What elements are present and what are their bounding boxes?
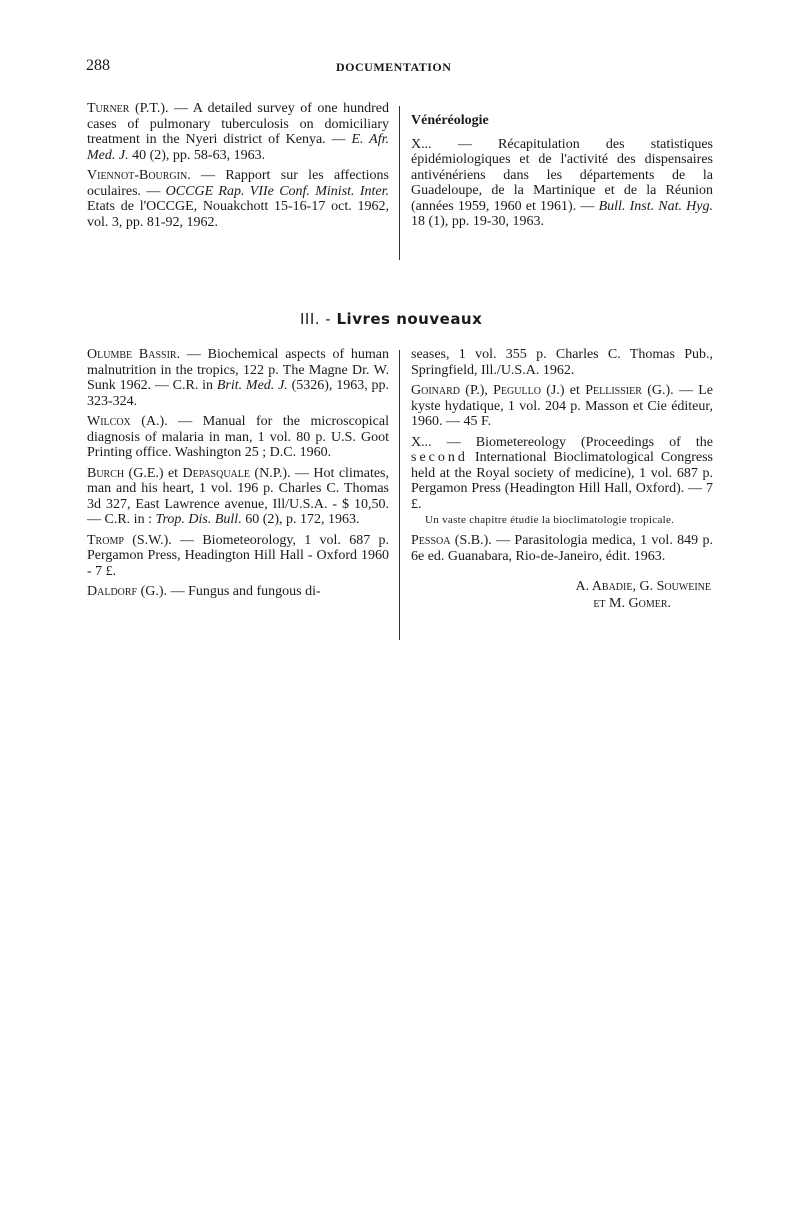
signature-line-1: A. Abadie, G. Souweine xyxy=(575,579,711,594)
signature-line-2: et M. Gomer. xyxy=(593,596,671,611)
section-title-text: Livres nouveaux xyxy=(336,310,483,328)
bottom-right-column xyxy=(411,347,713,612)
reference-text: — Hot climates, man and his heart, 1 vol. 196 p. Charles C. Thomas 3d 327, East Lawrence avenue, Ill/U.S.A. - $ 10,50. — C.R. in : xyxy=(87,465,389,527)
reference-text-b: International Bioclimatological Congress held at the Royal society of medicine), 1 vol. 687 p. Pergamon Press (Headington Hill Hall, Oxford). — 7 £. xyxy=(411,450,713,512)
reference-text: — Manual for the microscopical diagnosis of malaria in man, 1 vol. 80 p. U.S. Goot Printing office. Washington 25 ; D.C. 1960. xyxy=(87,414,390,460)
author-initials: (P.), xyxy=(460,383,494,398)
reference-entry-wilcox xyxy=(87,414,389,461)
journal-title: E. Afr. Med. J. xyxy=(87,132,389,163)
subheading-venereologie: Vénéréologie xyxy=(411,113,489,128)
bottom-left-column xyxy=(87,347,389,605)
author-initials: (P.T.). xyxy=(129,101,169,116)
reference-tail: Etats de l'OCCGE, Nouakchott 15-16-17 oct. 1962, vol. 3, pp. 81-92, 1962. xyxy=(87,199,389,230)
author-initials: (S.B.). xyxy=(450,533,492,548)
author-name: Burch xyxy=(87,465,125,481)
reference-entry-turner xyxy=(87,101,389,163)
author-initials-2: (J.) et xyxy=(540,383,586,398)
author-name-3: Pellissier xyxy=(585,383,642,398)
reference-tail: (5326), 1963, pp. 323-324. xyxy=(87,378,390,409)
section-number: III. - xyxy=(300,310,337,328)
reference-entry-tromp xyxy=(87,533,389,580)
column-divider-top xyxy=(399,106,400,260)
author-initials-2: (N.P.). xyxy=(250,465,291,481)
reference-tail: 18 (1), pp. 19-30, 1963. xyxy=(411,214,544,229)
reference-tail: 40 (2), pp. 58-63, 1963. xyxy=(128,147,266,163)
reference-entry-pessoa xyxy=(411,533,713,564)
journal-title: Bull. Inst. Nat. Hyg. xyxy=(598,198,713,214)
reference-entry-burch xyxy=(87,466,389,528)
author-name: X... xyxy=(411,434,432,450)
author-name: X... xyxy=(411,136,432,152)
author-name: Pessoa xyxy=(411,533,451,548)
reference-entry-daldorf xyxy=(87,584,389,600)
author-name-2: Depasquale xyxy=(182,465,250,481)
author-name: Viennot-Bourgin. xyxy=(87,168,191,183)
top-right-column xyxy=(411,113,713,235)
author-name: Wilcox xyxy=(87,414,131,429)
journal-title: Trop. Dis. Bull. xyxy=(155,512,242,527)
reference-text: — Biometeorology, 1 vol. 687 p. Pergamon Press, Headington Hill Hall - Oxford 1960 - 7 £. xyxy=(87,532,389,579)
author-name: Olumbe Bassir. xyxy=(87,347,181,362)
author-name: Turner xyxy=(87,101,130,116)
spaced-word: second xyxy=(411,450,468,465)
author-name: Daldorf xyxy=(87,584,138,599)
reference-text: — Parasitologia medica, 1 vol. 849 p. 6e ed. Guanabara, Rio-de-Janeiro, édit. 1963. xyxy=(411,533,713,564)
reference-text: — Biochemical aspects of human malnutrition in the tropics, 122 p. The Magne Dr. W. Sunk 1962. — C.R. in xyxy=(87,347,389,393)
journal-title: Brit. Med. J. xyxy=(216,378,288,393)
top-left-column xyxy=(87,101,389,235)
reference-entry-x-venereologie xyxy=(411,137,713,230)
author-initials-3: (G.). xyxy=(641,383,674,398)
section-title xyxy=(300,310,482,328)
reference-entry-goinard xyxy=(411,383,713,430)
reference-text: — A detailed survey of one hundred cases of pulmonary tuberculosis on domiciliary treatment in the Nyeri district of Kenya. — xyxy=(87,101,389,147)
reference-note: Un vaste chapitre étudie la bioclimatologie tropicale. xyxy=(425,514,675,526)
reference-text: — Fungus and fungous di- xyxy=(167,584,321,599)
page-number: 288 xyxy=(86,57,110,74)
reference-entry-bassir xyxy=(87,347,389,409)
reference-text: — Le kyste hydatique, 1 vol. 204 p. Masson et Cie éditeur, 1960. — 45 F. xyxy=(411,383,713,429)
author-name: Goinard xyxy=(411,383,460,398)
author-initials: (A.). xyxy=(130,414,168,429)
author-initials: (G.). xyxy=(137,584,168,599)
column-divider-bottom xyxy=(399,350,400,640)
reference-text: — Récapitulation des statistiques épidémiologiques et de l'activité des dispensaires antivénériens dans les départements de la Guadeloupe, de la Martinique et de la Réunion (années 1959, 1960 et 1961). — xyxy=(411,136,713,214)
journal-title: OCCGE Rap. VIIe Conf. Minist. Inter. xyxy=(165,183,390,199)
reference-entry-biometereology xyxy=(411,435,713,513)
running-head: DOCUMENTATION xyxy=(336,60,452,74)
reference-entry-viennot xyxy=(87,168,389,230)
reference-text: — Rapport sur les affections oculaires. — xyxy=(87,168,389,199)
reference-continuation: seases, 1 vol. 355 p. Charles C. Thomas Pub., Springfield, Ill./U.S.A. 1962. xyxy=(411,347,713,378)
reference-text-a: — Biometereology (Proceedings of the xyxy=(431,434,713,450)
author-name-2: Pegullo xyxy=(493,383,541,398)
author-initials: (S.W.). xyxy=(123,532,172,548)
author-initials: (G.E.) et xyxy=(124,465,183,481)
author-name: Tromp xyxy=(87,532,124,548)
reference-tail: 60 (2), p. 172, 1963. xyxy=(241,512,360,527)
signature-block xyxy=(411,578,713,612)
